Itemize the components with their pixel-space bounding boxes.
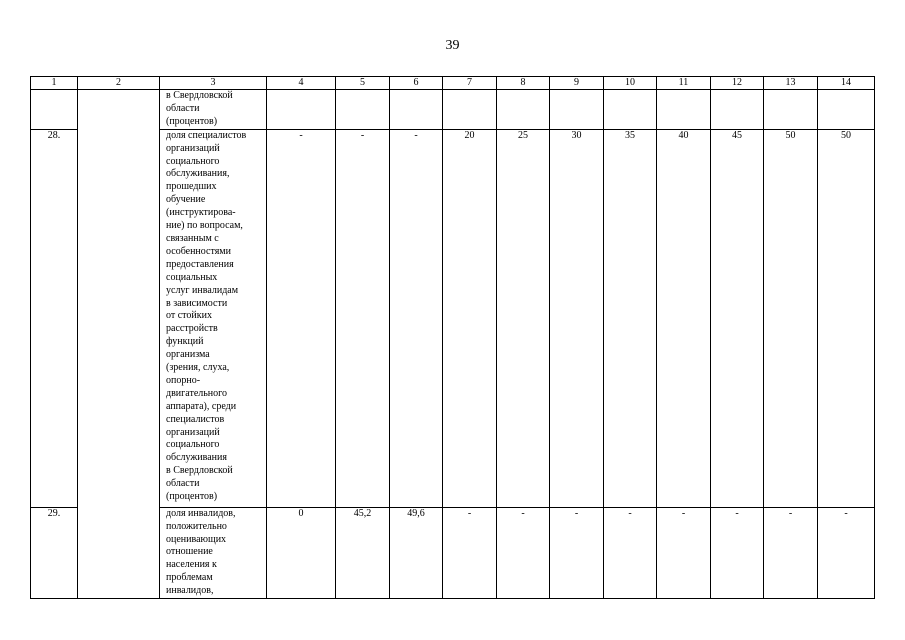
value-cell — [550, 90, 604, 130]
empty-cell — [78, 129, 160, 507]
value-cell: - — [711, 507, 764, 598]
column-header: 3 — [160, 77, 267, 90]
column-header: 2 — [78, 77, 160, 90]
empty-cell — [78, 507, 160, 598]
value-cell: 50 — [764, 129, 818, 507]
value-cell: 50 — [818, 129, 875, 507]
value-cell: - — [550, 507, 604, 598]
column-header: 10 — [604, 77, 657, 90]
value-cell — [818, 90, 875, 130]
value-cell: 45 — [711, 129, 764, 507]
value-cell: 20 — [443, 129, 497, 507]
value-cell — [497, 90, 550, 130]
value-cell: - — [336, 129, 390, 507]
value-cell: 0 — [267, 507, 336, 598]
table-row — [31, 129, 875, 507]
table-row — [31, 90, 875, 130]
indicator-description: доля специалистов организаций социального обслуживания, прошедших обучение (инструктирова- ние) по вопросам, связанным с особенностями предоставления социальных услуг инвалидам в зависимости от стойких расстройств функций организма (зрения, слуха, опорно- двигательного аппарата), среди специалистов организаций социального обслуживания в Свердловской области (процентов) — [160, 129, 267, 507]
table-header-row — [31, 77, 875, 90]
column-header: 1 — [31, 77, 78, 90]
table-row — [31, 507, 875, 598]
value-cell — [604, 90, 657, 130]
column-header: 13 — [764, 77, 818, 90]
value-cell: - — [267, 129, 336, 507]
column-header: 8 — [497, 77, 550, 90]
page-number: 39 — [445, 38, 460, 53]
value-cell: 40 — [657, 129, 711, 507]
empty-cell — [78, 90, 160, 130]
column-header: 14 — [818, 77, 875, 90]
value-cell: - — [657, 507, 711, 598]
value-cell: - — [443, 507, 497, 598]
column-header: 4 — [267, 77, 336, 90]
value-cell: 49,6 — [390, 507, 443, 598]
value-cell — [267, 90, 336, 130]
row-number: 29. — [31, 507, 78, 598]
value-cell — [443, 90, 497, 130]
column-header: 9 — [550, 77, 604, 90]
value-cell — [764, 90, 818, 130]
indicator-description: доля инвалидов, положительно оценивающих отношение населения к проблемам инвалидов, — [160, 507, 267, 598]
value-cell — [336, 90, 390, 130]
column-header: 7 — [443, 77, 497, 90]
value-cell: 35 — [604, 129, 657, 507]
value-cell — [657, 90, 711, 130]
value-cell: - — [764, 507, 818, 598]
value-cell — [390, 90, 443, 130]
value-cell: - — [818, 507, 875, 598]
column-header: 5 — [336, 77, 390, 90]
value-cell — [711, 90, 764, 130]
indicator-description: в Свердловской области (процентов) — [160, 90, 267, 130]
row-number — [31, 90, 78, 130]
column-header: 12 — [711, 77, 764, 90]
value-cell: 45,2 — [336, 507, 390, 598]
indicators-table — [30, 76, 875, 599]
value-cell: - — [604, 507, 657, 598]
value-cell: 30 — [550, 129, 604, 507]
row-number: 28. — [31, 129, 78, 507]
column-header: 11 — [657, 77, 711, 90]
column-header: 6 — [390, 77, 443, 90]
value-cell: 25 — [497, 129, 550, 507]
value-cell: - — [497, 507, 550, 598]
value-cell: - — [390, 129, 443, 507]
